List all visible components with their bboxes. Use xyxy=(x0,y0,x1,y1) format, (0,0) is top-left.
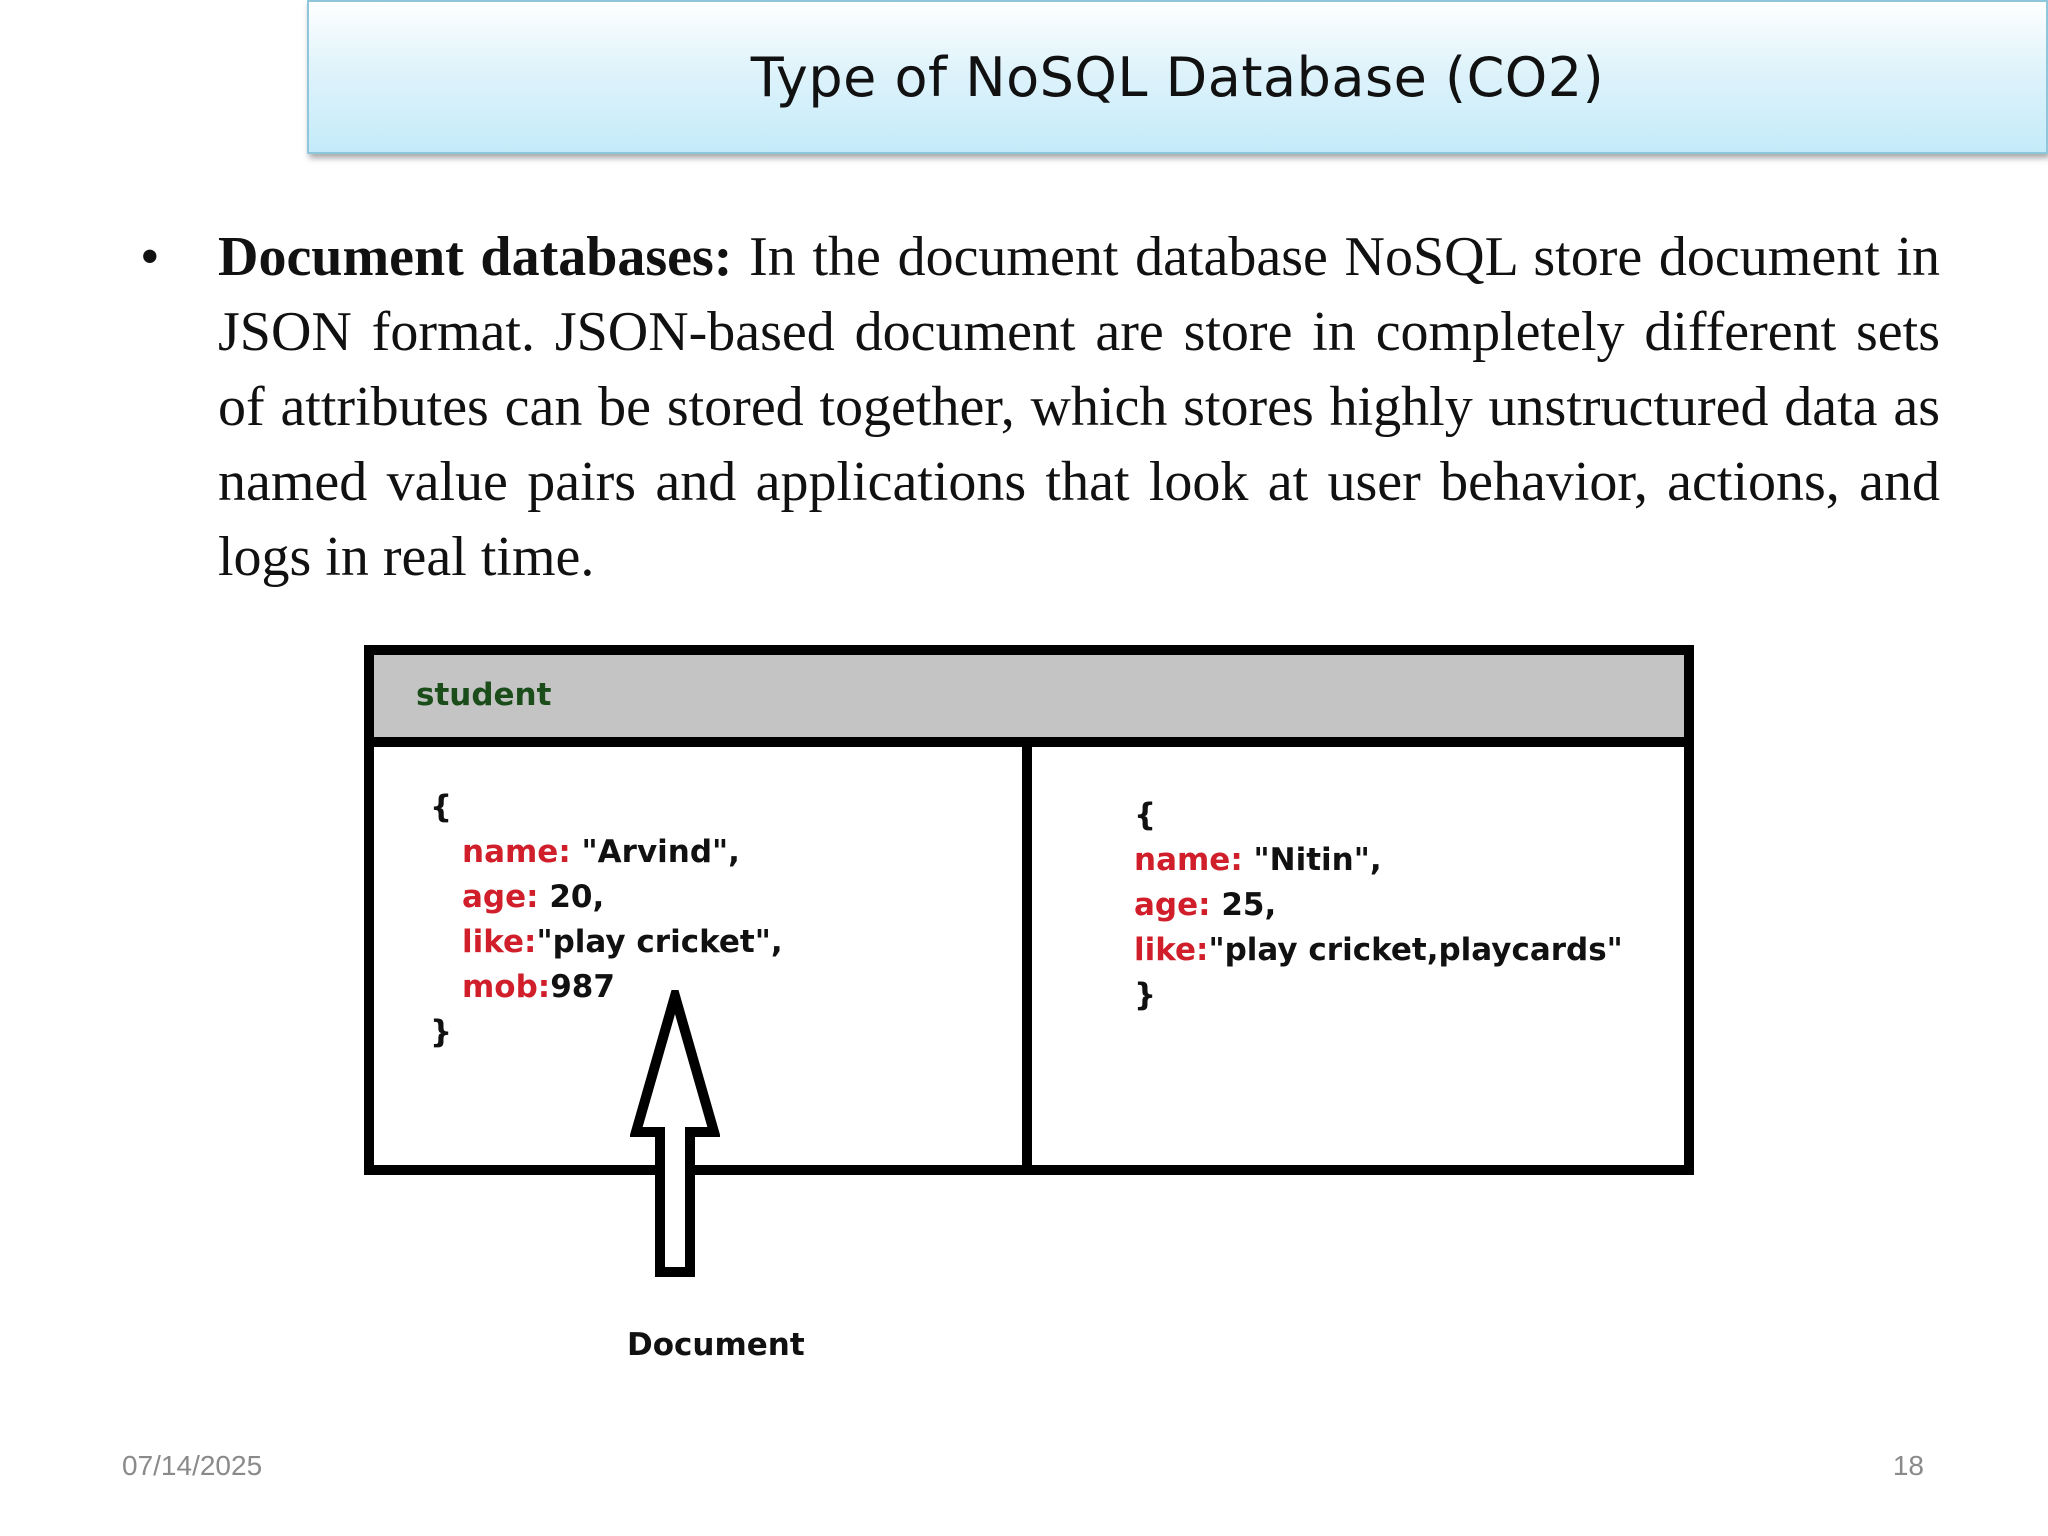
field-value: 25, xyxy=(1210,887,1277,923)
field-key: age: xyxy=(1134,887,1211,923)
bullet-dot-icon: • xyxy=(140,226,160,288)
doc-field xyxy=(430,875,783,920)
bullet-text: In the document database NoSQL store document in JSON format. JSON-based document are store in completely different sets of attributes can be stored together, which stores highly unstructured data as named value pairs and applications that look at user behavior, actions, and logs in real time. xyxy=(218,226,1941,588)
field-value: "Nitin", xyxy=(1242,842,1382,878)
doc-field xyxy=(430,965,783,1010)
document-right xyxy=(1134,793,1623,1018)
doc-field xyxy=(430,830,783,875)
doc-close-brace: } xyxy=(430,1014,453,1050)
field-value: "Arvind", xyxy=(570,834,740,870)
doc-open-brace: { xyxy=(1134,797,1157,833)
field-key: name: xyxy=(1134,842,1243,878)
doc-field xyxy=(1134,928,1623,973)
document-divider xyxy=(1022,747,1032,1165)
doc-field xyxy=(1134,838,1623,883)
field-value: "play cricket,playcards" xyxy=(1208,932,1623,968)
slide-number: 18 xyxy=(1892,1450,1924,1481)
doc-close-brace: } xyxy=(1134,977,1157,1013)
field-key: age: xyxy=(462,879,539,915)
collection-header xyxy=(374,655,1684,747)
field-value: 20, xyxy=(538,879,605,915)
field-value: 987 xyxy=(550,969,615,1005)
field-key: name: xyxy=(462,834,571,870)
doc-open-brace: { xyxy=(430,789,453,825)
field-key: like: xyxy=(462,924,537,960)
up-arrow-icon xyxy=(630,990,720,1280)
title-banner xyxy=(307,0,2048,154)
footer-date: 07/14/2025 xyxy=(122,1450,263,1481)
slide-title: Type of NoSQL Database (CO2) xyxy=(750,45,1605,109)
field-key: mob: xyxy=(462,969,551,1005)
doc-field xyxy=(1134,883,1623,928)
bullet-paragraph xyxy=(218,220,1940,595)
bullet-term: Document databases: xyxy=(218,226,733,288)
field-value: "play cricket", xyxy=(536,924,783,960)
collection-name: student xyxy=(416,677,552,713)
field-key: like: xyxy=(1134,932,1209,968)
doc-field xyxy=(430,920,783,965)
document-pointer-label: Document xyxy=(627,1327,805,1363)
collection-diagram xyxy=(364,645,1694,1175)
document-left xyxy=(430,785,783,1055)
bullet-point xyxy=(140,220,1940,595)
